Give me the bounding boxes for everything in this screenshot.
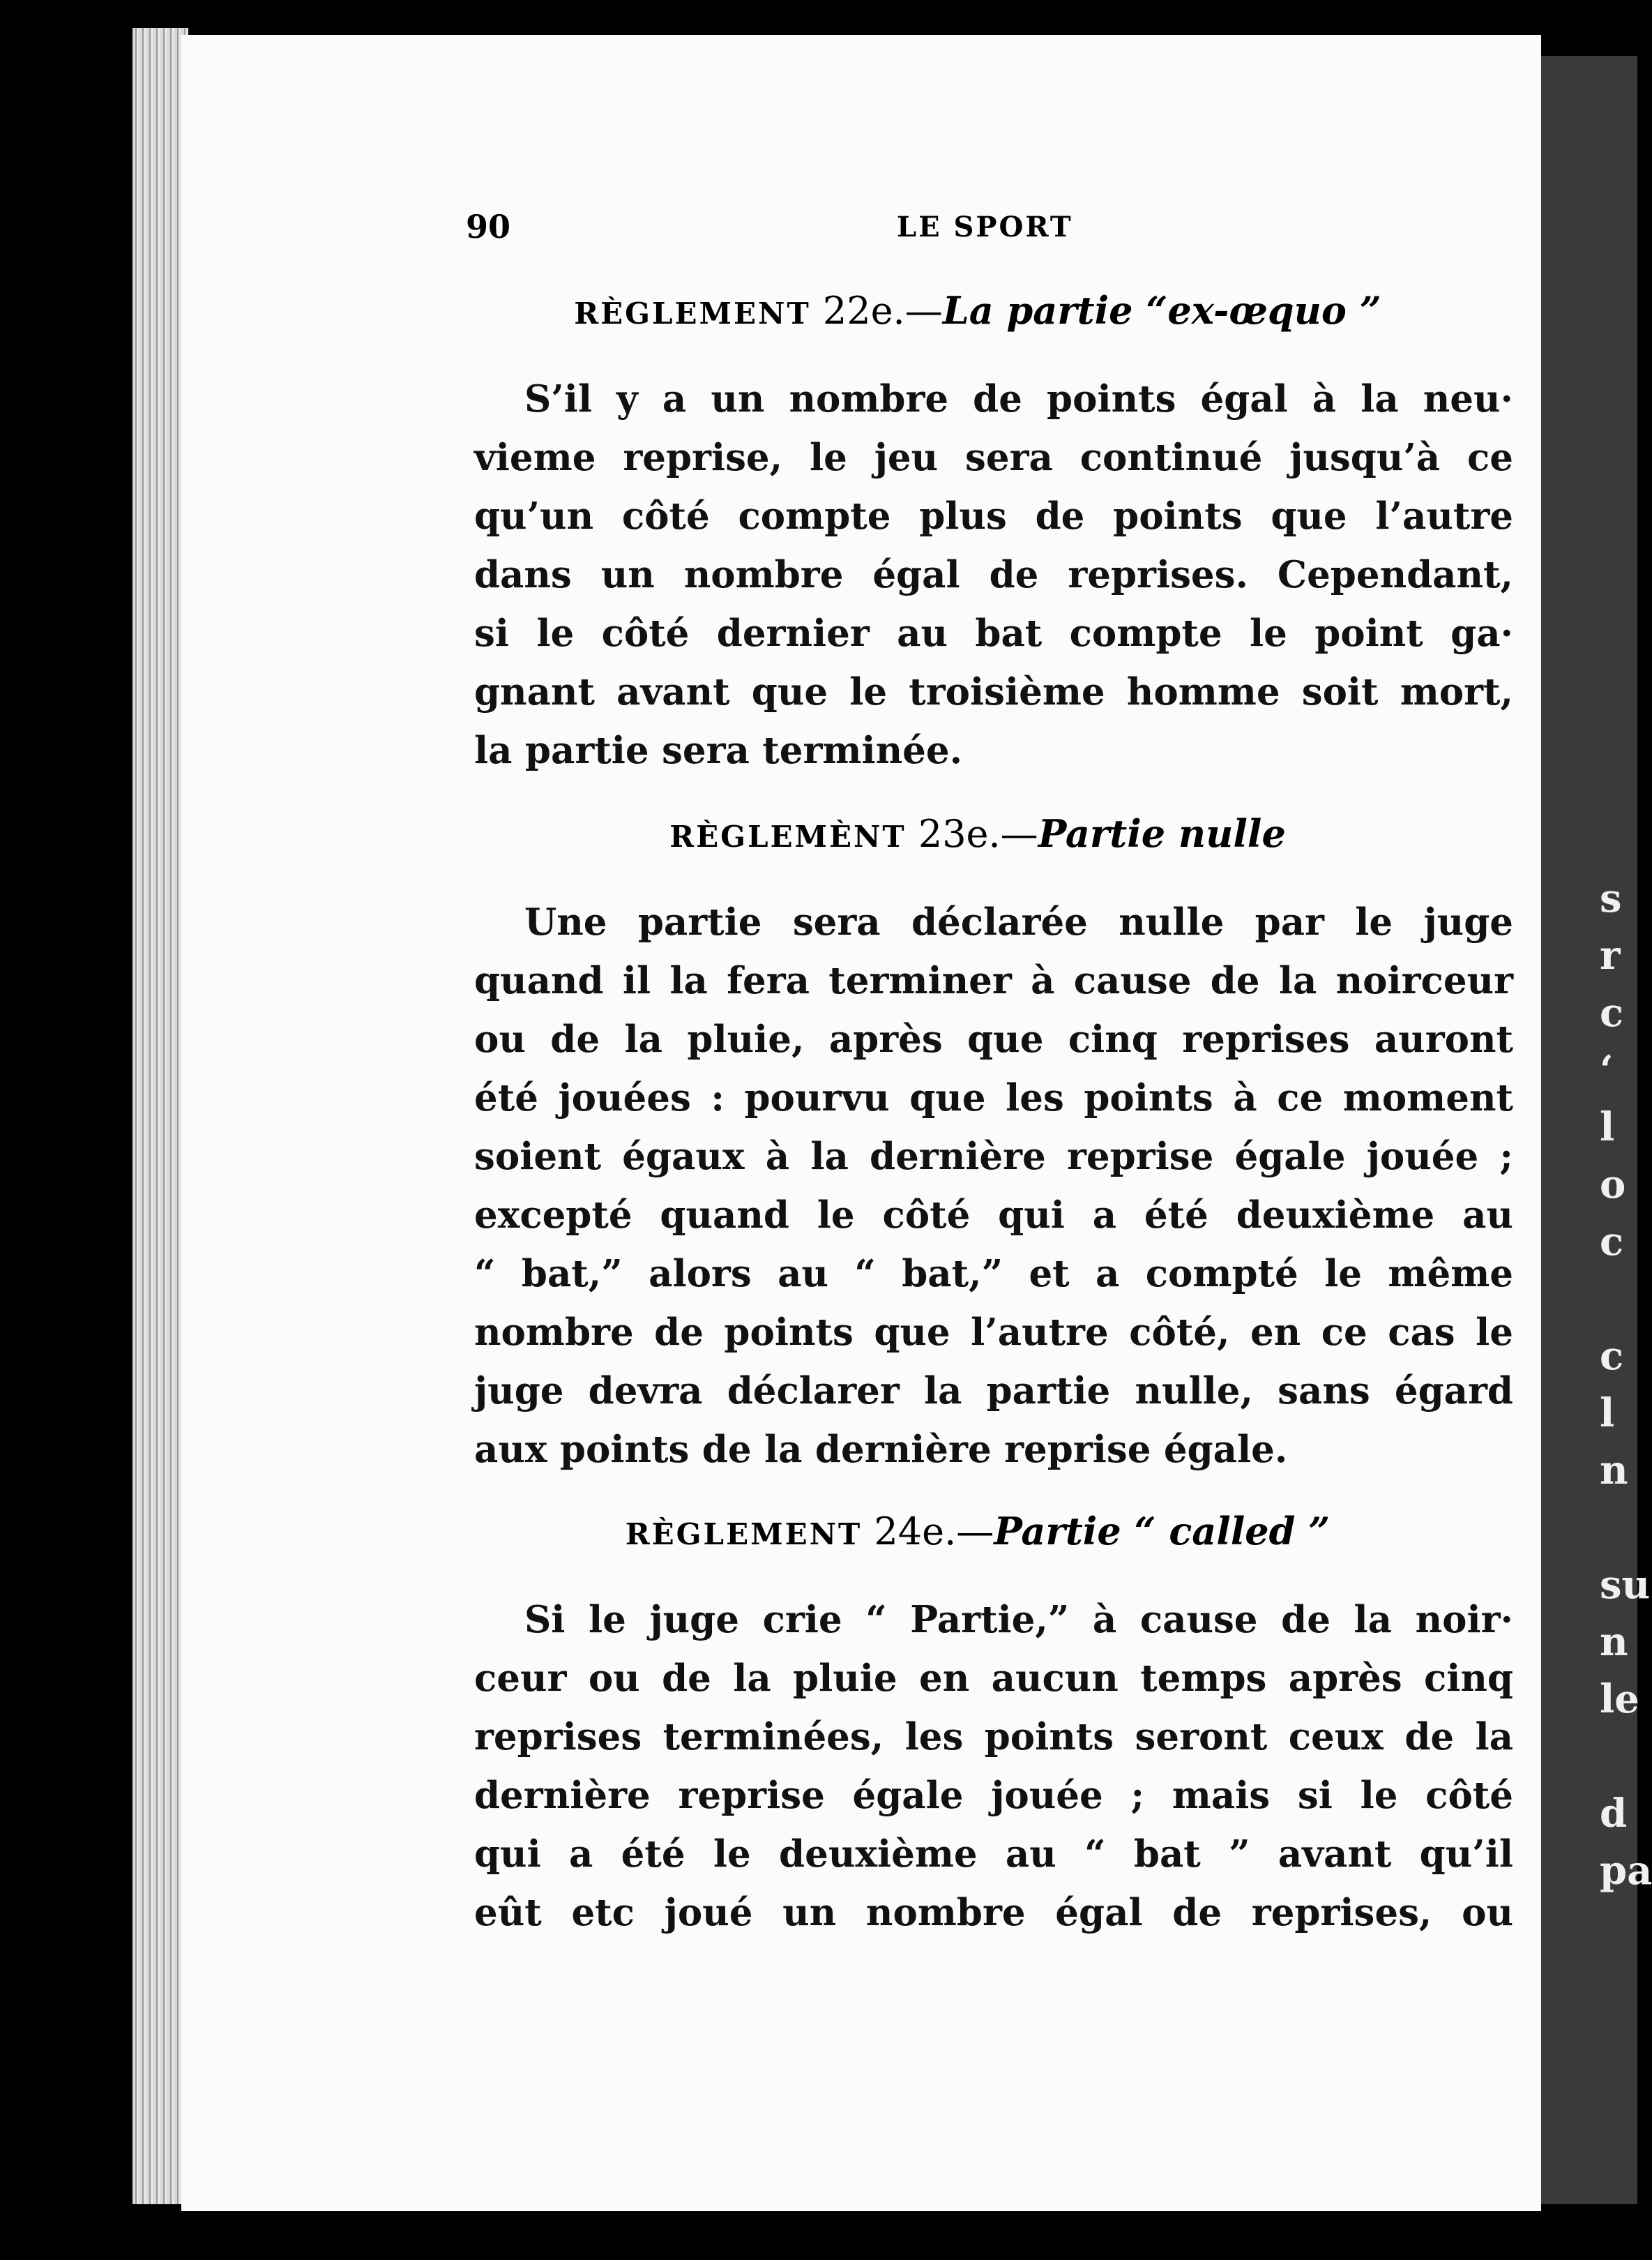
next-page-fragment: l: [1600, 1390, 1615, 1436]
text-line: la partie sera terminée.: [474, 729, 963, 772]
next-page-fragment: d: [1600, 1791, 1628, 1837]
section-number: 23e.—: [918, 812, 1038, 856]
section-number: 24e.—: [874, 1509, 994, 1553]
text-line: “ bat,” alors au “ bat,” et a compté le même: [474, 1252, 1513, 1295]
section-body: [474, 370, 1513, 780]
section-title: Partie nulle: [1038, 811, 1286, 856]
page-number: 90: [466, 208, 511, 246]
next-page-fragment: c: [1600, 1333, 1624, 1379]
section-label: RÈGLEMÈNT: [669, 820, 907, 854]
section-heading: [466, 286, 1490, 338]
text-line: ou de la pluie, après que cinq reprises auront: [474, 1018, 1513, 1061]
section-body: [474, 893, 1513, 1479]
next-page-fragment: pa: [1600, 1848, 1652, 1894]
next-page-fragment: n: [1600, 1447, 1628, 1493]
text-line: S’il y a un nombre de points égal à la neu·: [524, 377, 1513, 421]
text-line: juge devra déclarer la partie nulle, sans égard: [474, 1369, 1513, 1412]
text-line: si le côté dernier au bat compte le point ga·: [474, 612, 1513, 655]
text-line: gnant avant que le troisième homme soit mort,: [474, 670, 1513, 714]
section-title: Partie “ called ”: [994, 1509, 1331, 1553]
next-page-fragment: n: [1600, 1619, 1628, 1665]
text-line: aux points de la dernière reprise égale.: [474, 1428, 1288, 1471]
next-page-fragment: s: [1600, 875, 1622, 921]
section-heading: [466, 809, 1490, 861]
section-label: RÈGLEMENT: [625, 1517, 863, 1551]
text-line: nombre de points que l’autre côté, en ce cas le: [474, 1311, 1513, 1354]
next-page-fragment: le: [1600, 1676, 1639, 1722]
text-line: soient égaux à la dernière reprise égale jouée ;: [474, 1135, 1513, 1178]
text-line: ceur ou de la pluie en aucun temps après cinq: [474, 1657, 1513, 1700]
running-head: [466, 208, 1490, 253]
text-line: été jouées : pourvu que les points à ce moment: [474, 1076, 1513, 1120]
next-page-fragment: o: [1600, 1161, 1626, 1207]
section-number: 22e.—: [822, 289, 943, 333]
text-line: Une partie sera déclarée nulle par le juge: [524, 901, 1513, 944]
text-line: qui a été le deuxième au “ bat ” avant qu’il: [474, 1832, 1513, 1876]
next-page-fragment: c: [1600, 990, 1624, 1036]
section-label: RÈGLEMENT: [574, 296, 811, 331]
text-line: quand il la fera terminer à cause de la noirceur: [474, 959, 1513, 1002]
text-line: qu’un côté compte plus de points que l’autre: [474, 495, 1513, 538]
next-page-fragment: ‘: [1600, 1047, 1614, 1093]
running-title: LE SPORT: [897, 211, 1073, 243]
next-page-edge: [1541, 56, 1652, 2204]
section-title: La partie “ex-œquo ”: [942, 288, 1381, 333]
text-line: eût etc joué un nombre égal de reprises, ou: [474, 1891, 1513, 1934]
next-page-fragment: r: [1600, 933, 1621, 979]
text-line: dernière reprise égale jouée ; mais si le côté: [474, 1774, 1513, 1817]
next-page-fragment: su: [1600, 1562, 1651, 1608]
section-body: [474, 1590, 1513, 1942]
next-page-fragment: c: [1600, 1219, 1624, 1265]
text-line: reprises terminées, les points seront ceux de la: [474, 1715, 1513, 1758]
section-heading: [466, 1507, 1490, 1559]
text-line: Si le juge crie “ Partie,” à cause de la noir·: [524, 1598, 1513, 1641]
text-line: dans un nombre égal de reprises. Cependant,: [474, 553, 1513, 596]
next-page-fragment: l: [1600, 1104, 1615, 1150]
page-stack-edge: [132, 28, 188, 2204]
text-line: vieme reprise, le jeu sera continué jusqu’à ce: [474, 436, 1513, 479]
text-line: excepté quand le côté qui a été deuxième au: [474, 1193, 1513, 1237]
